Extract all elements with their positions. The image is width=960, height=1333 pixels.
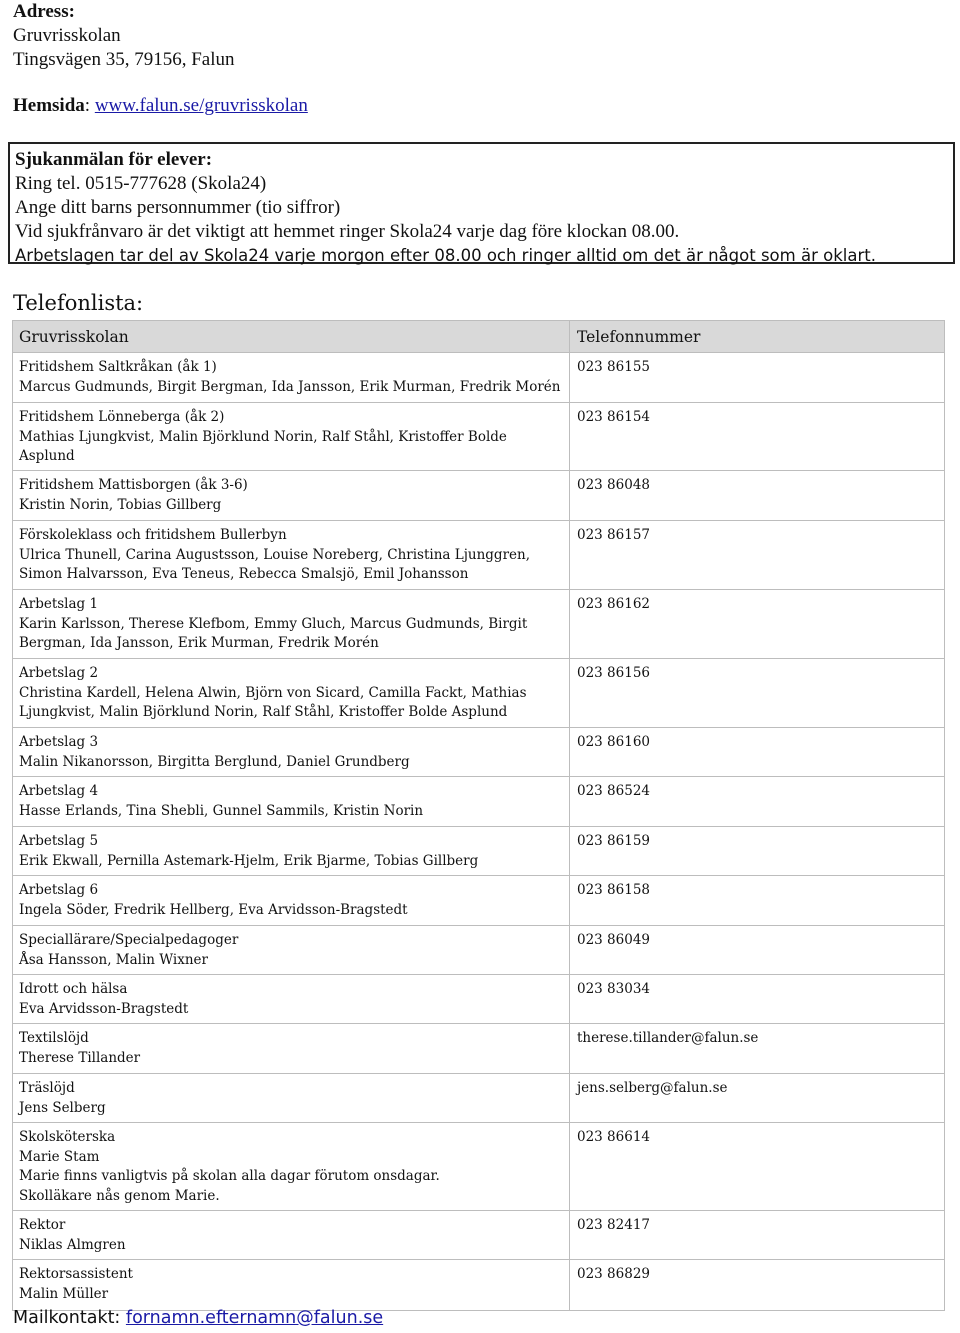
row-detail: Marie Stam [19, 1148, 100, 1165]
row-title: Skolsköterska [19, 1129, 116, 1145]
row-title: Arbetslag 5 [19, 833, 99, 849]
row-title: Arbetslag 3 [19, 734, 99, 750]
row-detail: Malin Nikanorsson, Birgitta Berglund, Daniel Grundberg [19, 753, 410, 770]
table-row [13, 353, 944, 403]
row-phone: 023 86160 [577, 734, 651, 750]
table-row [13, 728, 944, 777]
row-detail: Malin Müller [19, 1285, 109, 1302]
column-divider [569, 975, 570, 1023]
column-divider [569, 777, 570, 826]
table-row [13, 1211, 944, 1260]
row-detail: Eva Arvidsson-Bragstedt [19, 1000, 189, 1017]
row-detail: Marie finns vanligtvis på skolan alla dagar förutom onsdagar. [19, 1168, 440, 1184]
column-divider [569, 521, 570, 589]
row-detail: Marcus Gudmunds, Birgit Bergman, Ida Jansson, Erik Murman, Fredrik Morén [19, 378, 561, 395]
row-detail: Bergman, Ida Jansson, Erik Murman, Fredrik Morén [19, 635, 379, 651]
table-row [13, 1074, 944, 1123]
row-description [19, 931, 559, 970]
row-title: Träslöjd [19, 1080, 75, 1096]
row-phone: 023 86524 [577, 783, 651, 799]
column-divider [569, 659, 570, 727]
row-description [19, 832, 559, 871]
mail-label: Mailkontakt: [13, 1308, 126, 1328]
row-title: Förskoleklass och fritidshem Bullerbyn [19, 527, 287, 543]
homepage-label: Hemsida [13, 95, 85, 116]
sick-report-box [8, 142, 955, 264]
sick-report-line: Arbetslagen tar del av Skola24 varje morgon efter 08.00 och ringer alltid om det är något som är oklart. [15, 246, 876, 265]
row-description [19, 1079, 559, 1118]
row-phone: 023 86614 [577, 1129, 651, 1145]
row-description [19, 1216, 559, 1255]
row-phone: 023 82417 [577, 1217, 651, 1233]
row-phone: 023 86829 [577, 1266, 651, 1282]
row-phone: 023 86157 [577, 527, 651, 543]
row-detail: Mathias Ljungkvist, Malin Björklund Norin, Ralf Ståhl, Kristoffer Bolde [19, 428, 507, 445]
table-row [13, 521, 944, 590]
column-divider [569, 1211, 570, 1259]
row-phone: 023 86155 [577, 359, 651, 375]
row-description [19, 358, 559, 397]
row-description [19, 1128, 559, 1206]
column-divider [569, 403, 570, 470]
row-phone: 023 86048 [577, 477, 651, 493]
row-detail: Åsa Hansson, Malin Wixner [19, 951, 208, 968]
column-divider [569, 321, 570, 352]
table-row [13, 1260, 944, 1310]
table-row [13, 403, 944, 471]
row-detail: Skolläkare nås genom Marie. [19, 1187, 220, 1204]
column-divider [569, 1074, 570, 1122]
row-phone: 023 86156 [577, 665, 651, 681]
row-phone: 023 83034 [577, 981, 651, 997]
row-description [19, 664, 559, 723]
address-heading: Adress: [13, 1, 75, 22]
row-title: Fritidshem Saltkråkan (åk 1) [19, 359, 217, 375]
row-title: Textilslöjd [19, 1030, 89, 1046]
row-title: Arbetslag 4 [19, 783, 99, 799]
column-divider [569, 1260, 570, 1310]
row-title: Arbetslag 6 [19, 882, 99, 898]
row-detail: Niklas Almgren [19, 1236, 126, 1253]
row-detail: Therese Tillander [19, 1049, 141, 1066]
table-row [13, 827, 944, 876]
row-description [19, 408, 559, 467]
street-address: Tingsvägen 35, 79156, Falun [13, 49, 235, 70]
row-detail: Jens Selberg [19, 1099, 106, 1116]
row-email[interactable]: therese.tillander@falun.se [577, 1030, 759, 1046]
table-row [13, 471, 944, 521]
row-description [19, 733, 559, 772]
row-title: Rektor [19, 1217, 66, 1233]
row-description [19, 1265, 559, 1304]
row-description [19, 881, 559, 920]
table-row [13, 926, 944, 975]
table-row [13, 590, 944, 659]
row-detail: Karin Karlsson, Therese Klefbom, Emmy Gluch, Marcus Gudmunds, Birgit [19, 615, 528, 632]
row-description [19, 1029, 559, 1068]
row-phone: 023 86159 [577, 833, 651, 849]
row-description [19, 476, 559, 515]
column-divider [569, 926, 570, 974]
column-divider [569, 827, 570, 875]
row-detail: Asplund [19, 448, 75, 464]
table-row [13, 975, 944, 1024]
school-name: Gruvrisskolan [13, 25, 121, 46]
row-description [19, 782, 559, 821]
column-divider [569, 353, 570, 402]
phonelist-title: Telefonlista: [13, 291, 144, 315]
homepage-line [13, 94, 308, 118]
header-phone: Telefonnummer [577, 328, 701, 346]
table-row [13, 1123, 944, 1211]
row-phone: 023 86154 [577, 409, 651, 425]
row-title: Rektorsassistent [19, 1266, 133, 1282]
row-title: Speciallärare/Specialpedagoger [19, 932, 239, 948]
row-detail: Hasse Erlands, Tina Shebli, Gunnel Sammils, Kristin Norin [19, 802, 424, 819]
mail-contact [13, 1306, 383, 1330]
row-detail: Kristin Norin, Tobias Gillberg [19, 496, 222, 513]
row-detail: Ljungkvist, Malin Björklund Norin, Ralf Ståhl, Kristoffer Bolde Asplund [19, 704, 508, 720]
row-description [19, 980, 559, 1019]
row-email[interactable]: jens.selberg@falun.se [577, 1080, 728, 1096]
row-title: Arbetslag 2 [19, 665, 99, 681]
row-phone: 023 86162 [577, 596, 651, 612]
sick-report-line: Ring tel. 0515-777628 (Skola24) [15, 173, 267, 194]
row-detail: Ulrica Thunell, Carina Augustsson, Louise Noreberg, Christina Ljunggren, [19, 546, 530, 563]
sick-report-line: Ange ditt barns personnummer (tio siffror) [15, 197, 341, 218]
row-detail: Simon Halvarsson, Eva Teneus, Rebecca Smalsjö, Emil Johansson [19, 566, 469, 582]
column-divider [569, 1123, 570, 1210]
sick-report-heading: Sjukanmälan för elever: [15, 149, 213, 170]
table-row [13, 659, 944, 728]
column-divider [569, 471, 570, 520]
row-detail: Erik Ekwall, Pernilla Astemark-Hjelm, Erik Bjarme, Tobias Gillberg [19, 852, 479, 869]
table-row [13, 777, 944, 827]
phonelist-header [13, 321, 944, 353]
column-divider [569, 590, 570, 658]
row-phone: 023 86158 [577, 882, 651, 898]
row-title: Idrott och hälsa [19, 981, 128, 997]
row-description [19, 526, 559, 585]
table-row [13, 1024, 944, 1074]
row-title: Fritidshem Mattisborgen (åk 3-6) [19, 477, 248, 493]
address-block [13, 0, 913, 72]
column-divider [569, 1024, 570, 1073]
phonelist-table [12, 320, 945, 1311]
sick-report-line: Vid sjukfrånvaro är det viktigt att hemmet ringer Skola24 varje dag före klockan 08.00. [15, 221, 680, 242]
header-school: Gruvrisskolan [19, 328, 129, 346]
row-description [19, 595, 559, 654]
column-divider [569, 728, 570, 776]
homepage-link[interactable]: www.falun.se/gruvrisskolan [94, 95, 308, 116]
phonelist-rows [13, 353, 944, 1310]
row-phone: 023 86049 [577, 932, 651, 948]
table-row [13, 876, 944, 926]
column-divider [569, 876, 570, 925]
mail-link[interactable]: fornamn.efternamn@falun.se [125, 1308, 384, 1328]
row-title: Fritidshem Lönneberga (åk 2) [19, 409, 225, 425]
row-detail: Ingela Söder, Fredrik Hellberg, Eva Arvidsson-Bragstedt [19, 901, 408, 918]
homepage-separator: : [84, 95, 95, 116]
row-detail: Christina Kardell, Helena Alwin, Björn von Sicard, Camilla Fackt, Mathias [19, 684, 527, 701]
row-title: Arbetslag 1 [19, 596, 99, 612]
